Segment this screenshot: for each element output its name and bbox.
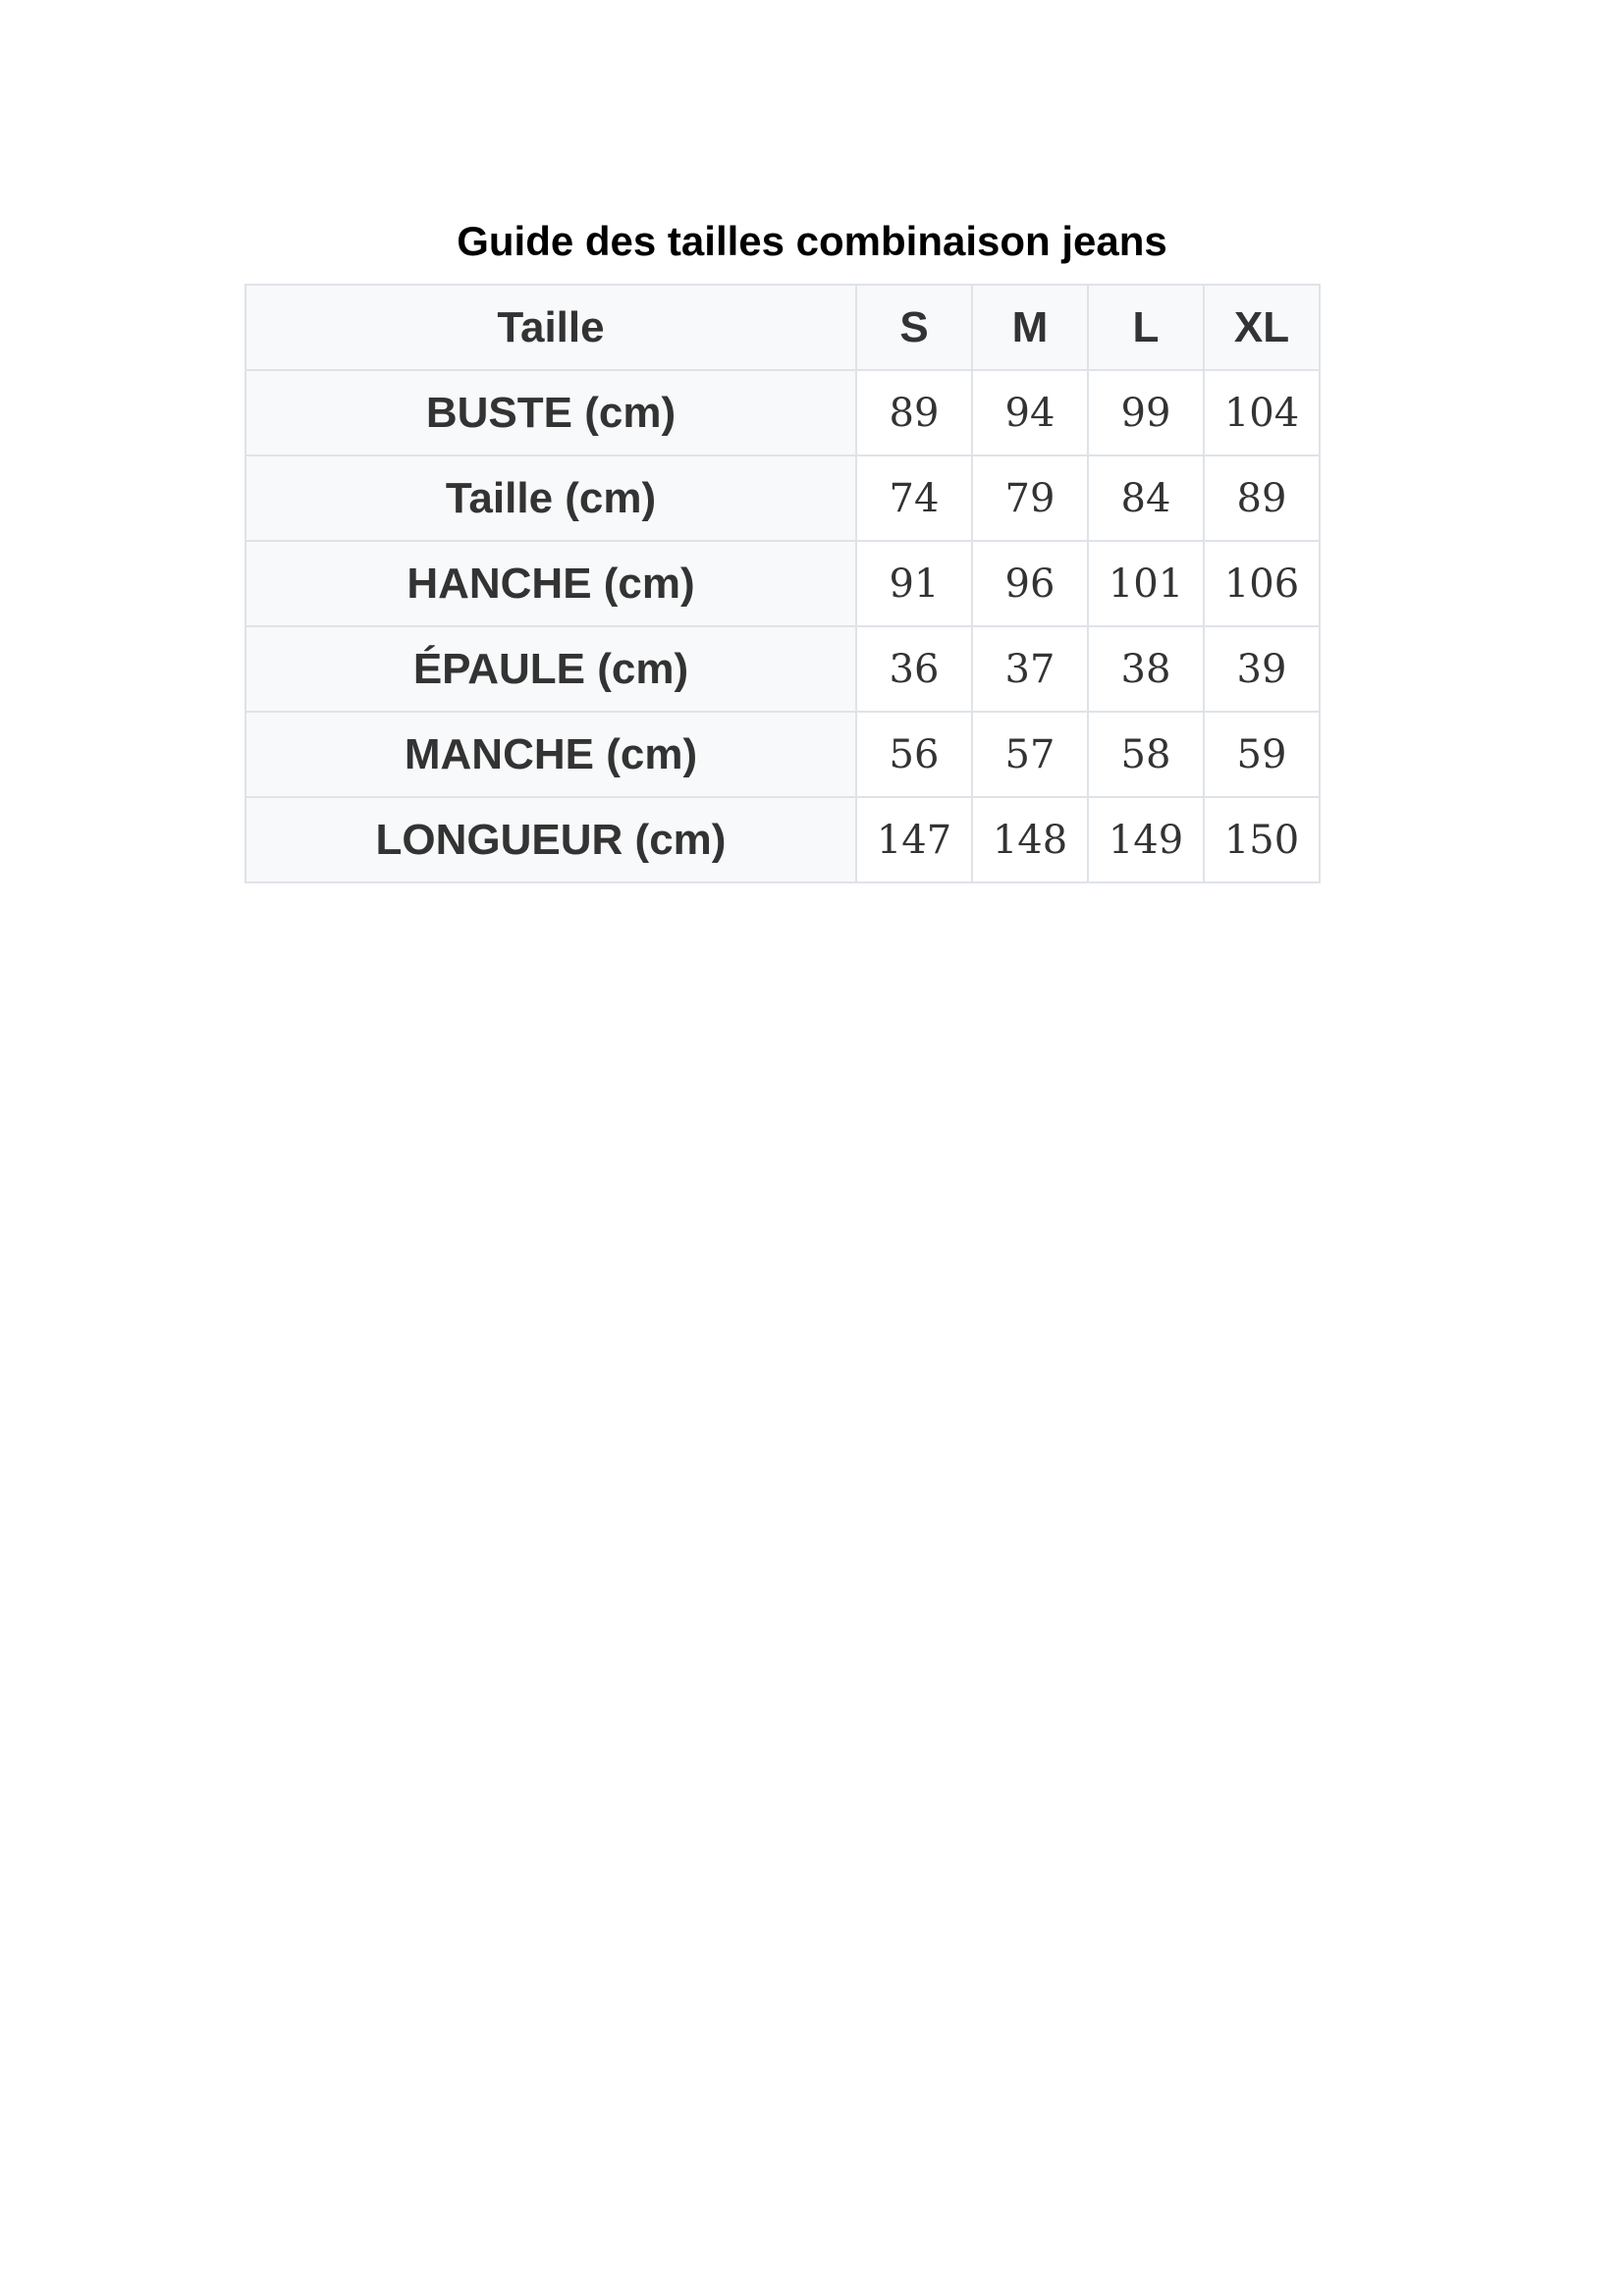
table-cell: 99 xyxy=(1088,370,1204,455)
table-cell: 149 xyxy=(1088,797,1204,882)
row-label: LONGUEUR (cm) xyxy=(245,797,856,882)
table-header-row xyxy=(245,285,1320,370)
page-title: Guide des tailles combinaison jeans xyxy=(457,218,1167,264)
table-cell: 79 xyxy=(972,455,1088,541)
table-cell: 36 xyxy=(856,626,972,712)
table-row xyxy=(245,455,1320,541)
table-cell: 150 xyxy=(1204,797,1320,882)
table-row xyxy=(245,370,1320,455)
table-cell: 56 xyxy=(856,712,972,797)
table-row xyxy=(245,712,1320,797)
table-row xyxy=(245,541,1320,626)
table-cell: 96 xyxy=(972,541,1088,626)
table-cell: 147 xyxy=(856,797,972,882)
table-cell: 106 xyxy=(1204,541,1320,626)
table-cell: 148 xyxy=(972,797,1088,882)
size-chart-table xyxy=(244,284,1321,883)
row-label: BUSTE (cm) xyxy=(245,370,856,455)
table-cell: 91 xyxy=(856,541,972,626)
table-cell: 58 xyxy=(1088,712,1204,797)
row-label: ÉPAULE (cm) xyxy=(245,626,856,712)
table-cell: 57 xyxy=(972,712,1088,797)
header-size-xl: XL xyxy=(1204,285,1320,370)
table-row xyxy=(245,797,1320,882)
row-label: Taille (cm) xyxy=(245,455,856,541)
table-cell: 89 xyxy=(1204,455,1320,541)
header-size-m: M xyxy=(972,285,1088,370)
table-cell: 94 xyxy=(972,370,1088,455)
header-size-s: S xyxy=(856,285,972,370)
table-cell: 38 xyxy=(1088,626,1204,712)
table-cell: 37 xyxy=(972,626,1088,712)
table-cell: 39 xyxy=(1204,626,1320,712)
header-label-cell: Taille xyxy=(245,285,856,370)
header-size-l: L xyxy=(1088,285,1204,370)
table-row xyxy=(245,626,1320,712)
row-label: HANCHE (cm) xyxy=(245,541,856,626)
table-cell: 84 xyxy=(1088,455,1204,541)
table-cell: 74 xyxy=(856,455,972,541)
row-label: MANCHE (cm) xyxy=(245,712,856,797)
table-cell: 104 xyxy=(1204,370,1320,455)
table-cell: 59 xyxy=(1204,712,1320,797)
table-cell: 101 xyxy=(1088,541,1204,626)
table-cell: 89 xyxy=(856,370,972,455)
